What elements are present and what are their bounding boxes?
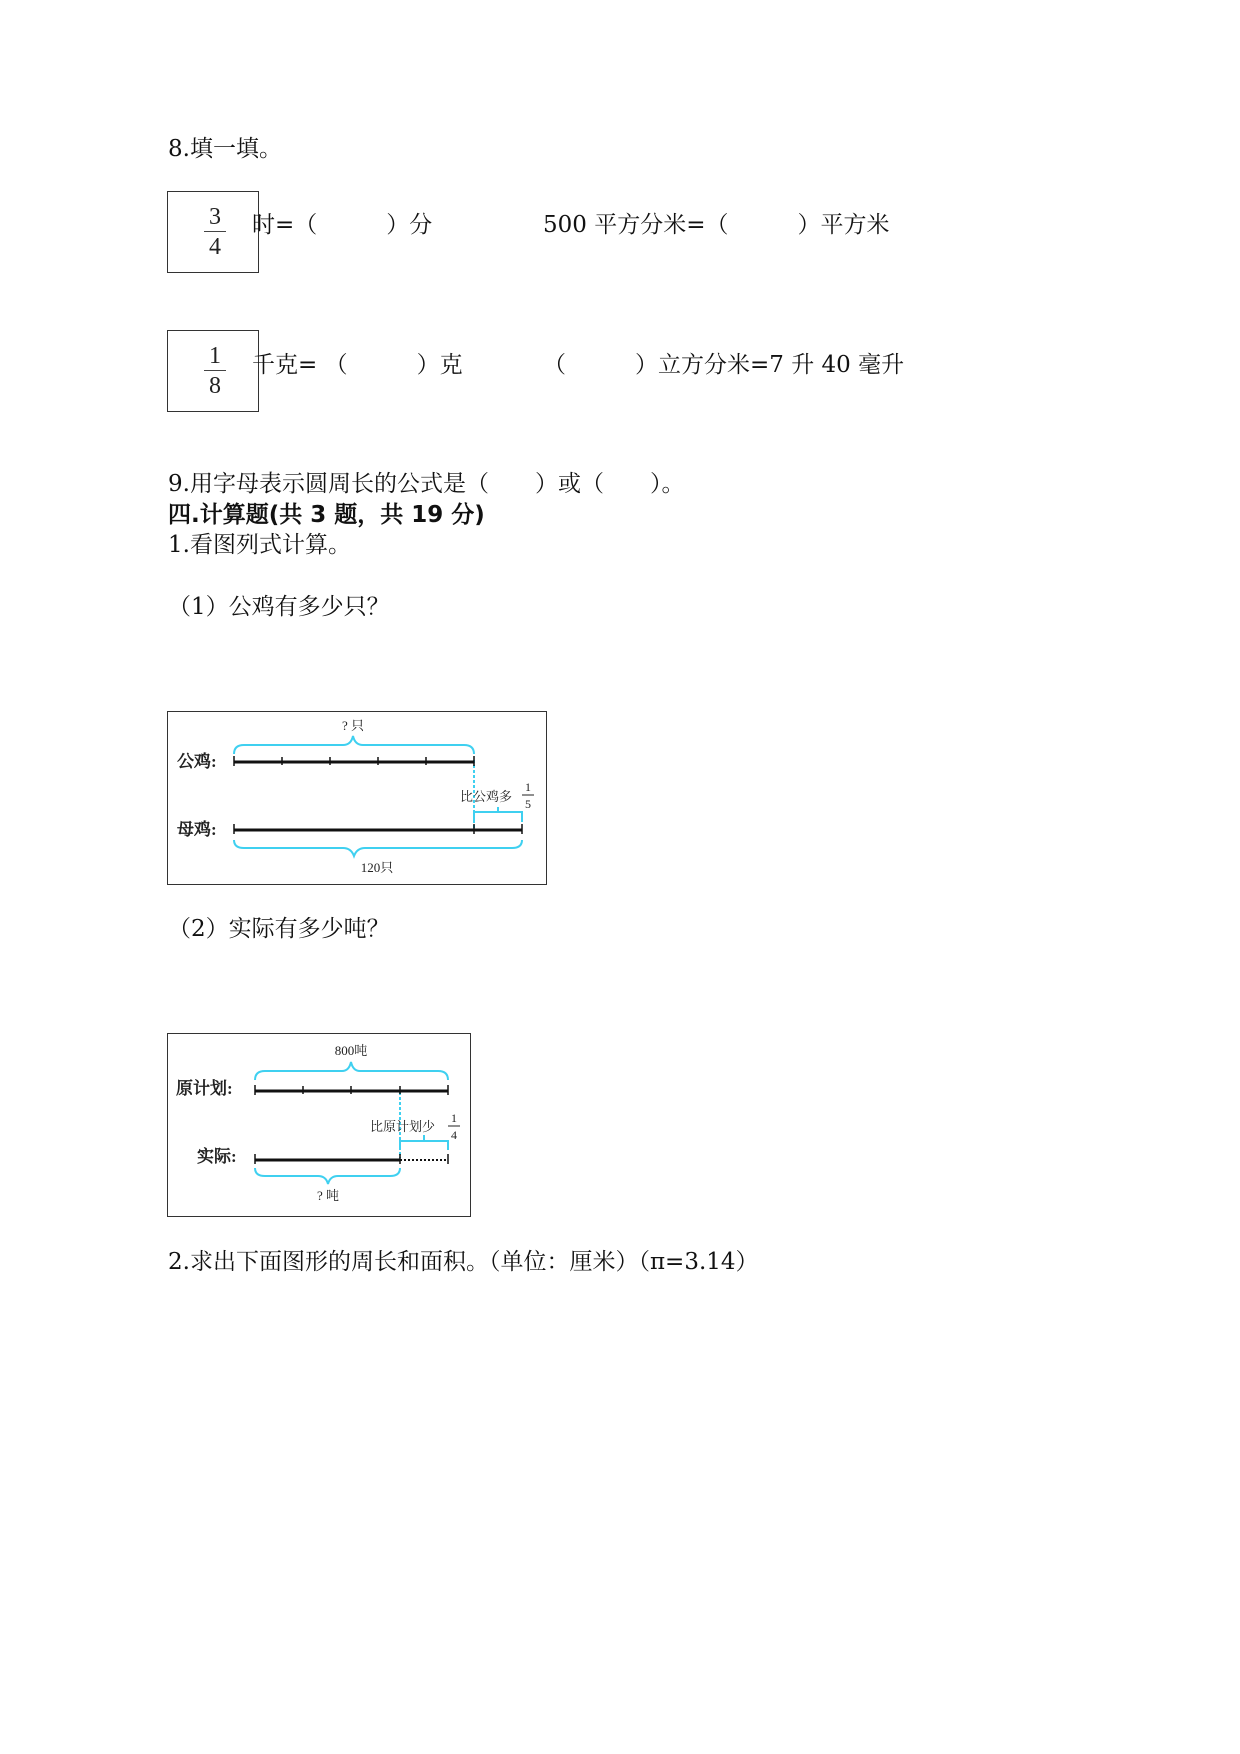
fraction-bar — [204, 370, 226, 371]
compare-text: 比公鸡多 — [460, 789, 513, 804]
bottom-label: ? 吨 — [316, 1188, 340, 1203]
top-label: 800吨 — [334, 1043, 368, 1058]
extra-bracket — [474, 812, 522, 822]
section-heading: 四.计算题(共 3 题，共 19 分) — [168, 502, 485, 528]
q9-text: 9.用字母表示圆周长的公式是（ ）或（ ）。 — [168, 471, 685, 497]
problem1-sub2: （2）实际有多少吨？ — [168, 916, 390, 942]
fraction-denominator: 8 — [209, 373, 221, 399]
compare-frac-den: 4 — [451, 1128, 457, 1142]
fraction-box — [167, 330, 259, 412]
top-brace — [255, 1062, 448, 1080]
line-segment-diagram — [168, 712, 546, 884]
compare-frac-den: 5 — [525, 797, 531, 811]
top-label: ? 只 — [341, 718, 365, 733]
fraction-numerator: 3 — [209, 204, 221, 230]
bottom-brace — [255, 1168, 400, 1184]
fraction-numerator: 1 — [209, 343, 221, 369]
q8-row1-right-text: 500 平方分米=（ ）平方米 — [543, 212, 890, 238]
problem1-title: 1.看图列式计算。 — [168, 532, 351, 558]
q8-title: 8.填一填。 — [168, 136, 282, 162]
q8-row1-left-text: 时=（ ）分 — [252, 212, 433, 238]
plan-label: 原计划: — [176, 1079, 233, 1098]
problem2-title: 2.求出下面图形的周长和面积。（单位：厘米）（π=3.14） — [168, 1249, 759, 1275]
actual-label: 实际: — [197, 1147, 237, 1166]
plan-actual-diagram — [167, 1033, 471, 1217]
q8-row2-left-text: 千克= （ ）克 — [252, 352, 463, 378]
problem1-sub1: （1）公鸡有多少只？ — [168, 594, 390, 620]
extra-bracket — [400, 1141, 448, 1150]
compare-text: 比原计划少 — [370, 1119, 436, 1134]
top-brace — [234, 736, 474, 754]
rooster-label: 公鸡: — [177, 752, 217, 771]
bottom-label: 120只 — [360, 860, 394, 875]
fraction — [204, 343, 226, 399]
rooster-hen-diagram — [167, 711, 547, 885]
fraction-bar — [204, 231, 226, 232]
compare-frac-num: 1 — [525, 780, 531, 794]
bottom-brace — [234, 840, 522, 856]
q8-row2-right-text: （ ）立方分米=7 升 40 毫升 — [543, 352, 905, 378]
fraction-box — [167, 191, 259, 273]
fraction-denominator: 4 — [209, 234, 221, 260]
hen-label: 母鸡: — [177, 820, 217, 839]
compare-frac-num: 1 — [451, 1111, 457, 1125]
fraction — [204, 204, 226, 260]
line-segment-diagram — [168, 1034, 470, 1216]
